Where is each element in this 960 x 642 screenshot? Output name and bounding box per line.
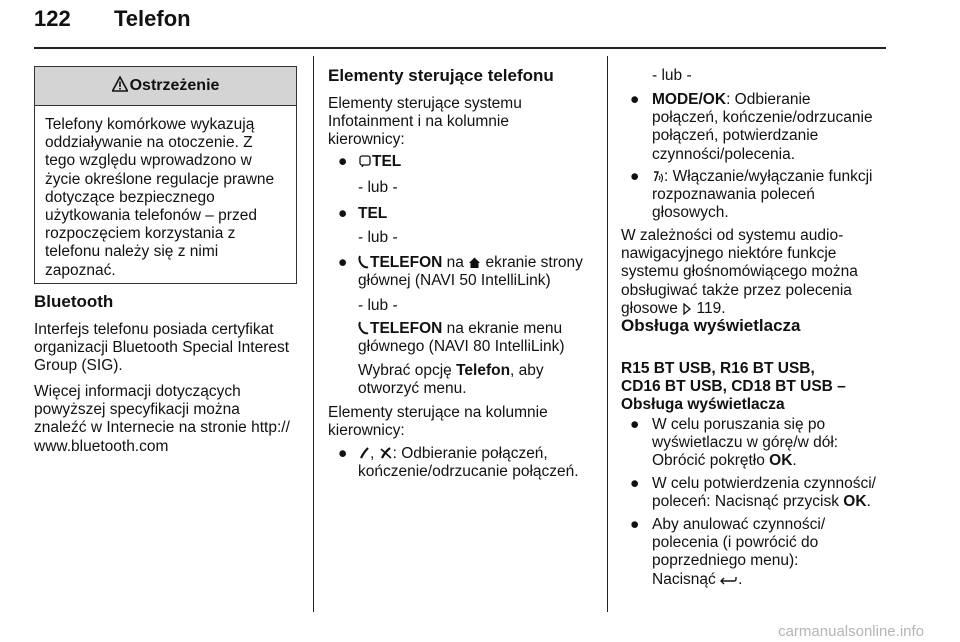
- text-span: Odbieranie połączeń,: [401, 445, 548, 462]
- phone-button-icon: [358, 154, 372, 168]
- warning-line: tego względu wprowadzono w: [45, 152, 252, 170]
- back-icon: [720, 574, 738, 586]
- text-span: na ekranie menu: [446, 320, 563, 337]
- text-line: głównej (NAVI 50 IntelliLink): [358, 272, 551, 290]
- text-line: otworzyć menu.: [358, 380, 467, 398]
- or-separator: - lub -: [358, 297, 398, 314]
- tel-label: TEL: [358, 205, 388, 222]
- bluetooth-paragraph-2: [34, 383, 309, 456]
- display-subheading: [621, 360, 846, 415]
- text-span: Wybrać opcję: [358, 362, 452, 379]
- select-telefon-text: [358, 362, 544, 398]
- text-span: : Włączanie/wyłączanie funkcji: [664, 168, 873, 185]
- warning-text: [35, 106, 296, 280]
- warning-line: Telefony komórkowe wykazują: [45, 116, 255, 133]
- tel-button-item: [358, 153, 401, 171]
- or-separator: - lub -: [358, 229, 398, 246]
- text-line: Group (SIG).: [34, 357, 123, 375]
- mode-ok-label: MODE/OK: [652, 91, 727, 108]
- call-end-icon: [379, 446, 393, 460]
- text-line: głosowych.: [652, 204, 729, 222]
- or-separator: - lub -: [358, 179, 398, 196]
- text-line: systemu głośnomówiącego można: [621, 263, 858, 281]
- text-line: W celu potwierdzenia czynności/: [652, 475, 876, 492]
- text-line: połączeń, potwierdzanie: [652, 127, 819, 145]
- text-line: Więcej informacji dotyczących: [34, 383, 241, 400]
- text-span: Nacisnąć: [652, 570, 716, 588]
- page-reference-icon: [682, 303, 692, 315]
- text-line: połączeń, kończenie/odrzucanie: [652, 109, 873, 127]
- call-accept-icon: [358, 446, 370, 460]
- controls-intro: [328, 95, 522, 150]
- warning-line: życie określone regulacje prawne: [45, 170, 275, 188]
- warning-line: zapoznać.: [45, 261, 116, 279]
- bullet-dot: ●: [338, 254, 348, 271]
- text-span: ,: [370, 445, 375, 462]
- bullet-dot: ●: [630, 168, 640, 185]
- text-span: , aby: [510, 362, 544, 379]
- bullet-dot: ●: [338, 205, 348, 222]
- bluetooth-paragraph-1: [34, 321, 309, 376]
- text-line: W zależności od systemu audio-: [621, 227, 844, 244]
- home-icon: [468, 256, 481, 269]
- warning-line: telefonu należy się z nimi: [45, 243, 219, 261]
- voice-command-icon: [652, 169, 664, 183]
- text-line: nawigacyjnego niektóre funkcje: [621, 245, 837, 263]
- bluetooth-heading: Bluetooth: [34, 292, 114, 311]
- controls-heading: Elementy sterujące telefonu: [328, 66, 554, 85]
- voice-item: [652, 168, 872, 223]
- column-divider-1: [313, 56, 314, 612]
- text-span: głosowe: [621, 299, 678, 317]
- text-span: : Odbieranie: [726, 91, 811, 108]
- text-line: CD16 BT USB, CD18 BT USB –: [621, 378, 846, 396]
- depends-paragraph: [621, 227, 858, 318]
- scroll-item: W celu poruszania się po wyświetlaczu w górę/w dół: Obrócić pokrętło OK.: [652, 416, 839, 470]
- warning-line: dotyczące bezpiecznego: [45, 188, 215, 206]
- bullet-dot: ●: [630, 516, 640, 533]
- page-number: 122: [34, 6, 71, 31]
- steering-intro: [328, 404, 548, 440]
- text-span: poleceń: Nacisnąć przycisk: [652, 493, 839, 511]
- text-line: głównego (NAVI 80 IntelliLink): [358, 338, 565, 356]
- handset-icon: [358, 321, 370, 335]
- text-line: znaleźć w Internecie na stronie http://: [34, 419, 290, 437]
- warning-icon: [112, 76, 128, 92]
- header-rule: [34, 47, 886, 49]
- page-title: Telefon: [114, 6, 191, 31]
- telefon-menu-item: [358, 320, 565, 356]
- text-line: organizacji Bluetooth Special Interest: [34, 339, 290, 357]
- text-line: wyświetlaczu w górę/w dół:: [652, 434, 839, 452]
- text-line: rozpoznawania poleceń: [652, 186, 815, 204]
- text-line: czynności/polecenia.: [652, 145, 796, 163]
- text-span: Obrócić pokrętło: [652, 452, 765, 470]
- warning-line: użytkowania telefonów – przed: [45, 207, 257, 225]
- call-buttons-item: , : Odbieranie połączeń, kończenie/odrzucanie połączeń.: [358, 445, 579, 481]
- telefon-option: Telefon: [456, 362, 511, 379]
- text-line: Elementy sterujące na kolumnie: [328, 404, 548, 421]
- telefon-item: [358, 254, 583, 290]
- warning-header: [35, 67, 296, 106]
- confirm-item: W celu potwierdzenia czynności/ poleceń: Nacisnąć przycisk OK.: [652, 475, 876, 511]
- cancel-item: Aby anulować czynności/ polecenia (i powrócić do poprzedniego menu): Nacisnąć .: [652, 516, 826, 588]
- text-line: Interfejs telefonu posiada certyfikat: [34, 321, 274, 338]
- text-line: Elementy sterujące systemu: [328, 95, 522, 112]
- warning-title: Ostrzeżenie: [129, 77, 220, 94]
- bullet-dot: ●: [338, 445, 348, 462]
- bullet-dot: ●: [630, 475, 640, 492]
- warning-box: [34, 66, 297, 284]
- text-line: polecenia (i powrócić do: [652, 534, 819, 552]
- text-line: kończenie/odrzucanie połączeń.: [358, 463, 579, 481]
- text-line: Obsługa wyświetlacza: [621, 396, 785, 414]
- telefon-label: TELEFON: [370, 254, 443, 271]
- ok-label: OK: [843, 493, 867, 511]
- text-line: Infotainment i na kolumnie: [328, 113, 509, 131]
- bullet-dot: ●: [338, 153, 348, 170]
- or-separator: - lub -: [652, 67, 692, 84]
- text-span: na: [446, 254, 464, 271]
- bluetooth-link[interactable]: www.bluetooth.com: [34, 437, 169, 455]
- text-line: R15 BT USB, R16 BT USB,: [621, 360, 815, 377]
- warning-line: rozpoczęciem korzystania z: [45, 225, 236, 243]
- text-line: W celu poruszania się po: [652, 416, 826, 433]
- watermark: carmanualsonline.info: [778, 623, 924, 640]
- warning-line: oddziaływanie na otoczenie. Z: [45, 134, 253, 152]
- text-line: Aby anulować czynności/: [652, 516, 826, 533]
- text-line: kierownicy:: [328, 131, 405, 149]
- text-span: ekranie strony: [485, 254, 583, 271]
- page-reference[interactable]: 119.: [696, 299, 726, 317]
- mode-ok-item: [652, 91, 873, 164]
- handset-icon: [358, 255, 370, 269]
- tel-label: TEL: [372, 153, 402, 170]
- bullet-dot: ●: [630, 416, 640, 433]
- display-heading: Obsługa wyświetlacza: [621, 316, 801, 335]
- text-line: obsługiwać także przez polecenia: [621, 281, 852, 299]
- ok-label: OK: [769, 452, 793, 470]
- text-line: kierownicy:: [328, 422, 405, 440]
- text-line: poprzedniego menu):: [652, 552, 799, 570]
- text-line: powyższej specyfikacji można: [34, 401, 240, 419]
- bullet-dot: ●: [630, 91, 640, 108]
- telefon-label: TELEFON: [370, 320, 443, 337]
- column-divider-2: [607, 56, 608, 612]
